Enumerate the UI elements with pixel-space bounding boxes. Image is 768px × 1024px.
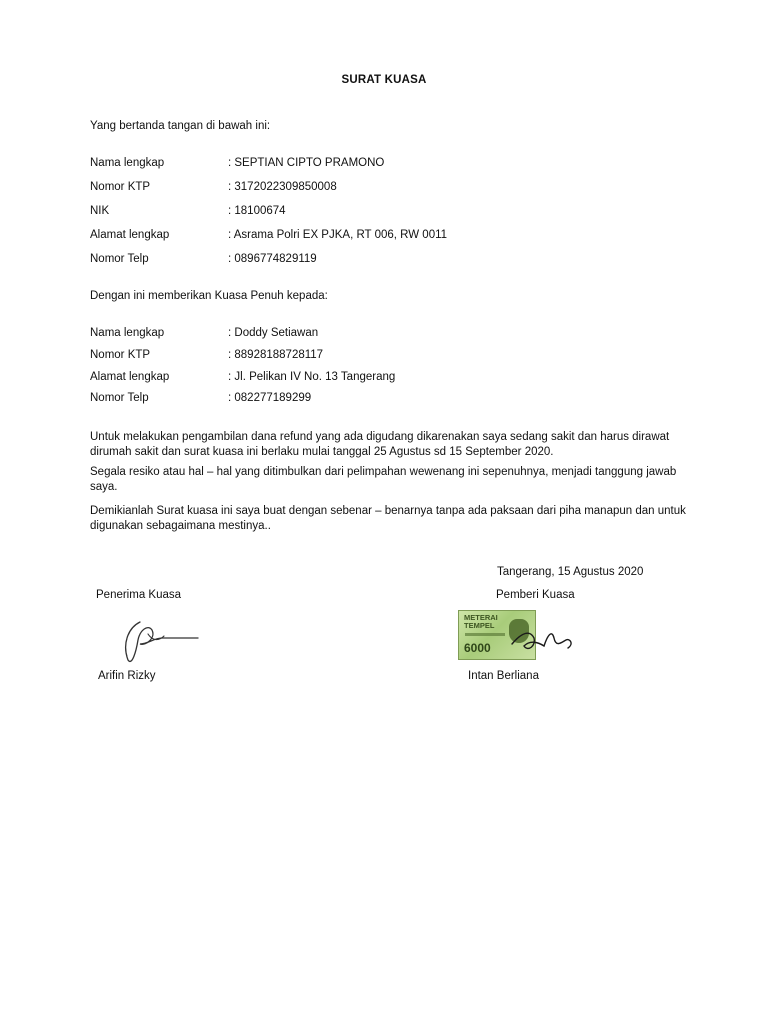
stamp-stripe xyxy=(465,633,505,636)
grantor-nik-value: : 18100674 xyxy=(228,205,286,217)
grantor-name-value: : SEPTIAN CIPTO PRAMONO xyxy=(228,157,385,169)
grantee-name-value: : Doddy Setiawan xyxy=(228,327,319,339)
grantee-ktp-value: : 88928188728117 xyxy=(228,349,324,361)
grantee-address-label: Alamat lengkap xyxy=(90,371,170,383)
grantee-phone-value: : 082277189299 xyxy=(228,392,312,404)
grantee-address-value: : Jl. Pelikan IV No. 13 Tangerang xyxy=(228,371,396,383)
stamp-value: 6000 xyxy=(464,641,491,655)
grant-intro-text: Dengan ini memberikan Kuasa Penuh kepada: xyxy=(90,290,328,302)
grantor-address-label: Alamat lengkap xyxy=(90,229,170,241)
grantor-phone-value: : 0896774829119 xyxy=(228,253,317,265)
receiver-signature xyxy=(118,616,204,666)
grantor-ktp-label: Nomor KTP xyxy=(90,181,151,193)
grantor-nik-label: NIK xyxy=(90,205,110,217)
intro-text: Yang bertanda tangan di bawah ini: xyxy=(90,120,271,132)
grantee-ktp-label: Nomor KTP xyxy=(90,349,151,361)
giver-heading: Pemberi Kuasa xyxy=(496,589,575,601)
grantor-name-label: Nama lengkap xyxy=(90,157,165,169)
paragraph-responsibility: Segala resiko atau hal – hal yang ditimbulkan dari pelimpahan wewenang ini sepenuhnya, menjadi tanggung jawab saya. xyxy=(90,466,677,493)
paragraph-closing: Demikianlah Surat kuasa ini saya buat dengan sebenar – benarnya tanpa ada paksaan dari piha manapun dan untuk digunakan sebagaimana mestinya.. xyxy=(90,505,686,532)
stamp-label: METERAI TEMPEL xyxy=(464,613,498,630)
document-title: SURAT KUASA xyxy=(341,74,427,86)
grantee-phone-label: Nomor Telp xyxy=(90,392,149,404)
giver-signature xyxy=(508,622,580,658)
place-date: Tangerang, 15 Agustus 2020 xyxy=(497,566,644,578)
grantor-address-value: : Asrama Polri EX PJKA, RT 006, RW 0011 xyxy=(228,229,448,241)
giver-name: Intan Berliana xyxy=(468,670,539,682)
grantee-name-label: Nama lengkap xyxy=(90,327,165,339)
receiver-heading: Penerima Kuasa xyxy=(96,589,182,601)
grantor-ktp-value: : 3172022309850008 xyxy=(228,181,337,193)
paragraph-purpose: Untuk melakukan pengambilan dana refund yang ada digudang dikarenakan saya sedang sakit dan harus dirawat dirumah sakit dan surat kuasa ini berlaku mulai tanggal 25 Agustus sd 15 September 2020. xyxy=(90,431,670,458)
grantor-phone-label: Nomor Telp xyxy=(90,253,149,265)
receiver-name: Arifin Rizky xyxy=(98,670,156,682)
